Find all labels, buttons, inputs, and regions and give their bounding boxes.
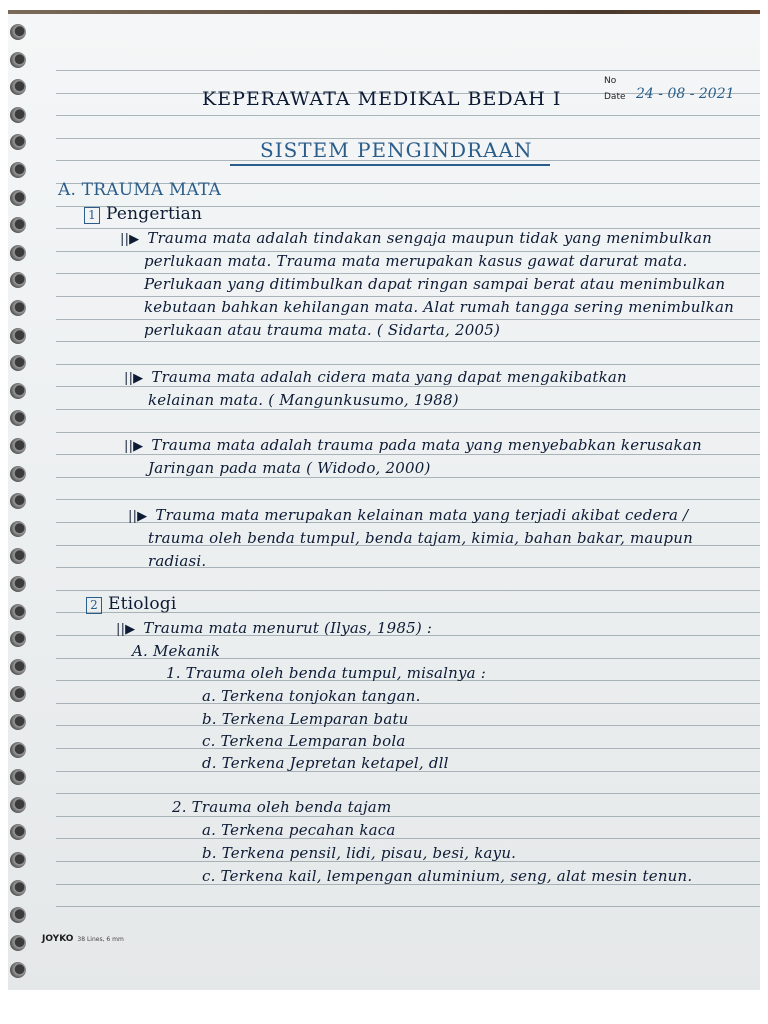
pengertian-p4-line-1	[128, 506, 688, 524]
ruled-line	[56, 296, 760, 297]
ruled-line	[56, 319, 760, 320]
item1-point-d: d. Terkena Jepretan ketapel, dll	[202, 754, 449, 772]
item1-point-a: a. Terkena tonjokan tangan.	[202, 687, 421, 705]
item1-point-c: c. Terkena Lemparan bola	[202, 732, 406, 750]
ruled-line	[56, 364, 760, 365]
spiral-ring-icon	[10, 24, 26, 40]
spiral-ring-icon	[10, 797, 26, 813]
spiral-ring-icon	[10, 576, 26, 592]
spiral-ring-icon	[10, 742, 26, 758]
spiral-ring-icon	[10, 438, 26, 454]
item1-point-b: b. Terkena Lemparan batu	[202, 710, 409, 728]
page-title: KEPERAWATA MEDIKAL BEDAH I	[202, 88, 562, 110]
spiral-ring-icon	[10, 466, 26, 482]
ruled-line	[56, 748, 760, 749]
spiral-ring-icon	[10, 107, 26, 123]
ruled-line	[56, 838, 760, 839]
spiral-ring-icon	[10, 410, 26, 426]
no-label: No	[604, 76, 617, 86]
spiral-ring-icon	[10, 604, 26, 620]
pengertian-p3-line-2: Jaringan pada mata ( Widodo, 2000)	[148, 459, 431, 477]
spiral-ring-icon	[10, 824, 26, 840]
brand-logo	[42, 934, 124, 944]
bullet-arrow-icon: ||▶	[124, 371, 144, 386]
ruled-line	[56, 341, 760, 342]
pengertian-number: 1	[84, 207, 100, 224]
pengertian-p2-line-1	[124, 368, 627, 386]
spiral-ring-icon	[10, 245, 26, 261]
spiral-ring-icon	[10, 962, 26, 978]
spiral-ring-icon	[10, 79, 26, 95]
pengertian-p3-line-1	[124, 436, 702, 454]
spiral-ring-icon	[10, 300, 26, 316]
item2-title: 2. Trauma oleh benda tajam	[172, 798, 392, 816]
spiral-ring-icon	[10, 134, 26, 150]
spiral-ring-icon	[10, 548, 26, 564]
etiologi-intro	[116, 619, 432, 637]
pengertian-p2-line-1-text: Trauma mata adalah cidera mata yang dapat mengakibatkan	[151, 368, 627, 386]
spiral-ring-icon	[10, 493, 26, 509]
bullet-arrow-icon: ||▶	[116, 622, 136, 637]
spiral-ring-icon	[10, 852, 26, 868]
spiral-ring-icon	[10, 907, 26, 923]
ruled-line	[56, 590, 760, 591]
pengertian-p4-line-2: trauma oleh benda tumpul, benda tajam, kimia, bahan bakar, maupun	[148, 529, 693, 547]
spiral-ring-icon	[10, 686, 26, 702]
subtitle-underline	[230, 164, 550, 166]
ruled-line	[56, 115, 760, 116]
ruled-line	[56, 409, 760, 410]
item2-point-b: b. Terkena pensil, lidi, pisau, besi, kayu.	[202, 844, 517, 862]
ruled-line	[56, 499, 760, 500]
spiral-ring-icon	[10, 659, 26, 675]
pengertian-p1-line-3: Perlukaan yang ditimbulkan dapat ringan sampai berat atau menimbulkan	[144, 275, 726, 293]
spiral-ring-icon	[10, 631, 26, 647]
pengertian-heading	[84, 204, 202, 224]
spiral-ring-icon	[10, 328, 26, 344]
pengertian-p1-line-1-text: Trauma mata adalah tindakan sengaja maupun tidak yang menimbulkan	[147, 229, 712, 247]
pengertian-p1-line-4: kebutaan bahkan kehilangan mata. Alat rumah tangga sering menimbulkan	[144, 298, 734, 316]
brand-spec: 38 Lines, 6 mm	[77, 936, 124, 943]
pengertian-p1-line-1	[120, 229, 712, 247]
spiral-ring-icon	[10, 162, 26, 178]
spiral-binding	[8, 14, 38, 990]
etiologi-number: 2	[86, 597, 102, 614]
pengertian-heading-label: Pengertian	[106, 204, 203, 224]
etiologi-intro-text: Trauma mata menurut (Ilyas, 1985) :	[143, 619, 433, 637]
spiral-ring-icon	[10, 714, 26, 730]
section-a-heading: A. TRAUMA MATA	[58, 180, 222, 200]
pengertian-p3-line-1-text: Trauma mata adalah trauma pada mata yang menyebabkan kerusakan	[151, 436, 702, 454]
pengertian-p1-line-5: perlukaan atau trauma mata. ( Sidarta, 2005)	[144, 321, 501, 339]
spiral-ring-icon	[10, 935, 26, 951]
etiologi-heading	[86, 594, 177, 614]
brand-name: JOYKO	[42, 934, 74, 944]
spiral-ring-icon	[10, 217, 26, 233]
etiologi-heading-label: Etiologi	[108, 594, 177, 614]
ruled-line	[56, 386, 760, 387]
item2-point-c: c. Terkena kail, lempengan aluminium, seng, alat mesin tenun.	[202, 867, 693, 885]
etiologi-sub-a: A. Mekanik	[132, 642, 221, 660]
ruled-line	[56, 432, 760, 433]
ruled-line	[56, 793, 760, 794]
bullet-arrow-icon: ||▶	[124, 439, 144, 454]
bullet-arrow-icon: ||▶	[120, 232, 140, 247]
spiral-ring-icon	[10, 769, 26, 785]
ruled-line	[56, 70, 760, 71]
spiral-ring-icon	[10, 190, 26, 206]
spiral-ring-icon	[10, 521, 26, 537]
pengertian-p4-line-1-text: Trauma mata merupakan kelainan mata yang terjadi akibat cedera /	[155, 506, 689, 524]
ruled-line	[56, 816, 760, 817]
pengertian-p2-line-2: kelainan mata. ( Mangunkusumo, 1988)	[148, 391, 459, 409]
page-subtitle: SISTEM PENGINDRAAN	[260, 138, 533, 162]
date-label: Date	[604, 92, 626, 102]
spiral-ring-icon	[10, 880, 26, 896]
spiral-ring-icon	[10, 52, 26, 68]
item1-title: 1. Trauma oleh benda tumpul, misalnya :	[166, 664, 487, 682]
bullet-arrow-icon: ||▶	[128, 509, 148, 524]
ruled-line	[56, 454, 760, 455]
spiral-ring-icon	[10, 383, 26, 399]
ruled-line	[56, 906, 760, 907]
pengertian-p4-line-3: radiasi.	[148, 552, 207, 570]
notebook-page	[8, 14, 760, 990]
spiral-ring-icon	[10, 272, 26, 288]
pengertian-p1-line-2: perlukaan mata. Trauma mata merupakan kasus gawat darurat mata.	[144, 252, 688, 270]
date-value: 24 - 08 - 2021	[636, 86, 735, 102]
item2-point-a: a. Terkena pecahan kaca	[202, 821, 396, 839]
spiral-ring-icon	[10, 355, 26, 371]
